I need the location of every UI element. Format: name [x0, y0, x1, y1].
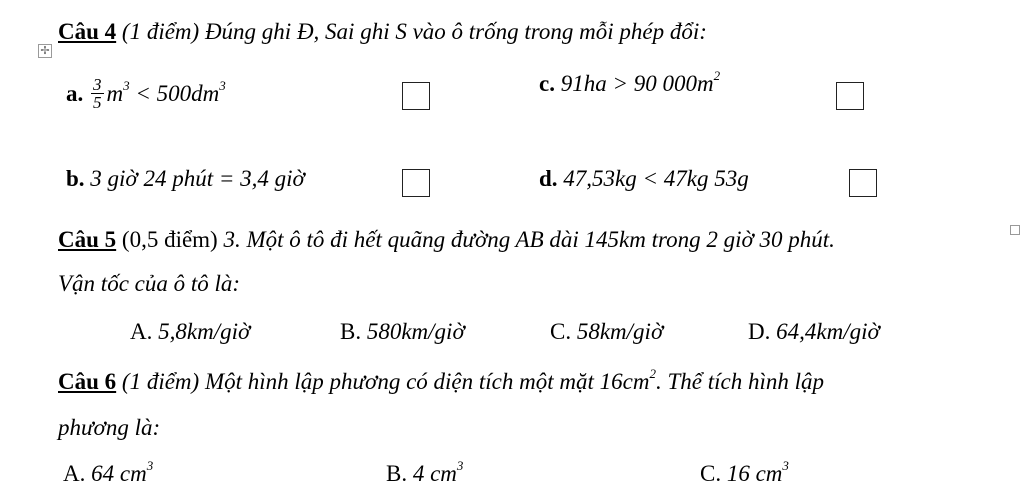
answer-box-b[interactable]: [402, 169, 430, 197]
q5-option-a-label: A.: [130, 319, 153, 344]
q4-points: (1 điểm): [121, 19, 200, 44]
q4-item-c-sup: 2: [713, 68, 721, 84]
q6-option-a-text: 64 cm: [91, 461, 147, 486]
q6-text-line1-sup: 2: [649, 366, 656, 382]
q4-item-a-sup-b: 3: [219, 78, 226, 94]
q6-option-b[interactable]: [386, 460, 463, 488]
q5-points: (0,5 điểm): [121, 227, 218, 252]
q5-option-c-text: 58km/giờ: [576, 319, 664, 344]
fraction-numerator: 3: [93, 75, 102, 94]
fraction-denominator: 5: [93, 93, 102, 112]
q6-title: Câu 6: [58, 369, 117, 394]
q4-item-b: [66, 165, 305, 193]
q5-option-d-text: 64,4km/giờ: [776, 319, 880, 344]
q5-option-d-label: D.: [748, 319, 771, 344]
q4-item-b-label: b.: [66, 166, 85, 191]
q4-item-a-expr-b: < 500dm: [129, 80, 220, 106]
q4-title: Câu 4: [58, 19, 117, 44]
q4-item-d-expr: 47,53kg < 47kg 53g: [563, 166, 749, 191]
q6-heading: [58, 368, 824, 396]
q6-option-b-text: 4 cm: [412, 461, 457, 486]
q6-option-b-sup: 3: [456, 458, 464, 474]
q4-item-c-label: c.: [539, 71, 555, 96]
q5-option-b-text: 580km/giờ: [366, 319, 465, 344]
q4-item-a-expr-a: m: [106, 80, 124, 106]
q4-instruction: Đúng ghi Đ, Sai ghi S vào ô trống trong mỗi phép đổi:: [204, 19, 707, 44]
q4-heading: [58, 18, 707, 46]
answer-box-c[interactable]: [836, 82, 864, 110]
q5-option-c[interactable]: [550, 318, 663, 346]
q5-option-b[interactable]: [340, 318, 465, 346]
q4-item-a-sup-a: 3: [123, 78, 130, 94]
q6-points: (1 điểm): [121, 369, 200, 394]
answer-box-a[interactable]: [402, 82, 430, 110]
q5-option-a[interactable]: [130, 318, 250, 346]
q5-option-c-label: C.: [550, 319, 572, 344]
q6-text-line1-b: . Thể tích hình lập: [655, 369, 824, 394]
q5-option-d[interactable]: [748, 318, 880, 346]
q6-option-c-sup: 3: [782, 458, 789, 474]
q6-text-line1-a: Một hình lập phương có diện tích một mặt 16cm: [204, 369, 650, 394]
q4-item-d-label: d.: [539, 166, 558, 191]
q5-text-line1: 3. Một ô tô đi hết quãng đường AB dài 145km trong 2 giờ 30 phút.: [223, 227, 835, 252]
q5-option-a-text: 5,8km/giờ: [158, 319, 251, 344]
q4-item-a: [66, 75, 226, 113]
q4-item-d: [539, 165, 749, 193]
q4-item-c-expr: 91ha > 90 000m: [560, 71, 714, 96]
q4-item-b-expr: 3 giờ 24 phút = 3,4 giờ: [90, 166, 305, 191]
q5-title: Câu 5: [58, 227, 117, 252]
q5-heading: [58, 226, 835, 254]
q5-text-line2: Vận tốc của ô tô là:: [58, 271, 241, 296]
q4-item-c: [539, 70, 720, 98]
answer-box-d[interactable]: [849, 169, 877, 197]
q6-option-c[interactable]: [700, 460, 789, 488]
q6-option-c-text: 16 cm: [726, 461, 783, 486]
q6-option-b-label: B.: [386, 461, 408, 486]
q6-option-a-sup: 3: [146, 458, 154, 474]
q4-item-a-label: a.: [66, 80, 84, 106]
q6-text-line2: phương là:: [58, 415, 161, 440]
move-anchor-icon[interactable]: ✢: [38, 44, 52, 58]
q6-option-a[interactable]: [63, 460, 153, 488]
q6-option-a-label: A.: [63, 461, 86, 486]
q5-option-b-label: B.: [340, 319, 362, 344]
q6-option-c-label: C.: [700, 461, 722, 486]
q4-item-a-fraction: [91, 76, 104, 111]
small-box-icon: [1010, 225, 1020, 235]
